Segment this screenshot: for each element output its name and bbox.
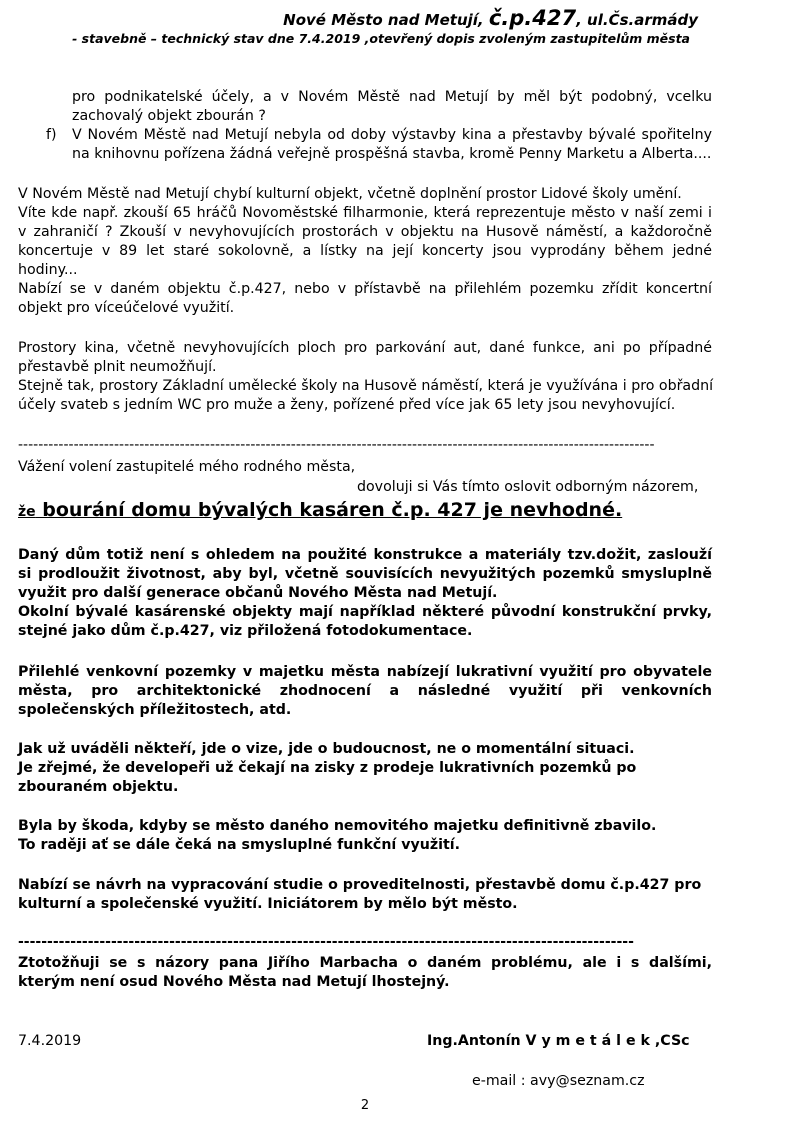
salutation: Vážení volení zastupitelé mého rodného města,: [18, 459, 356, 475]
paragraph-1-line: koncertuje v 89 let staré sokolovně, a lístky na její koncerty jsou vyprodány během jedné: [18, 243, 712, 259]
header-title-cp: č.p.427: [488, 6, 577, 30]
paragraph-1-line: hodiny...: [18, 262, 78, 278]
heading-text: bourání domu bývalých kasáren č.p. 427 je nevhodné.: [35, 499, 623, 521]
list-continuation-line: pro podnikatelské účely, a v Novém Městě nad Metují by měl být podobný, vcelku: [72, 89, 712, 105]
paragraph-1-line: Víte kde např. zkouší 65 hráčů Novoměstské filharmonie, která reprezentuje město v naší zemi i: [18, 205, 712, 221]
page-number: 2: [360, 1098, 370, 1113]
bold-block-3-line: Je zřejmé, že developeři už čekají na zisky z prodeje lukrativních pozemků po: [18, 760, 637, 776]
bold-block-1-line: stejné jako dům č.p.427, viz přiložená fotodokumentace.: [18, 623, 473, 639]
salutation-continuation: dovoluji si Vás tímto oslovit odborným názorem,: [357, 479, 699, 495]
bold-block-2-line: města, pro architektonické zhodnocení a následné využití při venkovních: [18, 683, 712, 699]
main-heading: [18, 499, 622, 521]
bold-block-2-line: společenských příležitostech, atd.: [18, 702, 292, 718]
paragraph-2-line: účely svateb s jedním WC pro muže a ženy, pořízené před více jak 65 lety jsou nevyhovující.: [18, 397, 676, 413]
bold-block-1-line: Okolní bývalé kasárenské objekty mají například některé původní konstrukční prvky,: [18, 604, 712, 620]
header-title-suffix: , ul.Čs.armády: [576, 11, 698, 29]
paragraph-1-line: objekt pro víceúčelové využití.: [18, 300, 235, 316]
bold-block-4-line: Byla by škoda, kdyby se město daného nemovitého majetku definitivně zbavilo.: [18, 818, 657, 834]
separator-line-2: ----------------------------------------------------------------------------------------------------------: [18, 934, 634, 950]
bold-block-2-line: Přilehlé venkovní pozemky v majetku města nabízejí lukrativní využití pro obyvatele: [18, 664, 712, 680]
list-continuation-line: zachovalý objekt zbourán ?: [72, 108, 266, 124]
footer-signature: Ing.Antonín V y m e t á l e k ,CSc: [427, 1033, 690, 1049]
paragraph-1-line: V Novém Městě nad Metují chybí kulturní objekt, včetně doplnění prostor Lidové školy umění.: [18, 186, 682, 202]
document-header-title: [0, 6, 698, 30]
paragraph-2-line: přestavbě plnit neumožňují.: [18, 359, 217, 375]
list-item-f-line: na knihovnu pořízena žádná veřejně prospěšná stavba, kromě Penny Marketu a Alberta....: [72, 146, 712, 162]
list-item-f-line: V Novém Městě nad Metují nebyla od doby výstavby kina a přestavby bývalé spořitelny: [72, 127, 712, 143]
paragraph-2-line: Prostory kina, včetně nevyhovujících ploch pro parkování aut, dané funkce, ani po případné: [18, 340, 712, 356]
bold-block-6-line: Ztotožňuji se s názory pana Jiřího Marbacha o daném problému, ale i s dalšími,: [18, 955, 712, 971]
bold-block-1-line: Daný dům totiž není s ohledem na použité konstrukce a materiály tzv.dožit, zaslouží: [18, 547, 712, 563]
footer-date: 7.4.2019: [18, 1033, 82, 1049]
heading-prefix: že: [18, 504, 36, 520]
header-title-prefix: Nové Město nad Metují,: [283, 11, 484, 29]
list-marker-f: f): [46, 127, 57, 143]
bold-block-4-line: To raději ať se dále čeká na smysluplné funkční využití.: [18, 837, 460, 853]
bold-block-3-line: Jak už uváděli někteří, jde o vize, jde o budoucnost, ne o momentální situaci.: [18, 741, 635, 757]
bold-block-1-line: si prodloužit životnost, aby byl, včetně souvisících nevyužitých pozemků smysluplně: [18, 566, 712, 582]
paragraph-1-line: v zahraničí ? Zkouší v nevyhovujících prostorách v objektu na Husově náměstí, a každoročně: [18, 224, 712, 240]
paragraph-1-line: Nabízí se v daném objektu č.p.427, nebo v přístavbě na přilehlém pozemku zřídit koncertní: [18, 281, 712, 297]
separator-line: ------------------------------------------------------------------------------------------------------------------------------: [18, 437, 655, 453]
bold-block-5-line: Nabízí se návrh na vypracování studie o proveditelnosti, přestavbě domu č.p.427 pro: [18, 877, 702, 893]
bold-block-1-line: využit pro další generace občanů Nového Města nad Metují.: [18, 585, 498, 601]
bold-block-5-line: kulturní a společenské využití. Iniciátorem by mělo být město.: [18, 896, 518, 912]
footer-email: e-mail : avy@seznam.cz: [472, 1073, 645, 1089]
bold-block-3-line: zbouraném objektu.: [18, 779, 179, 795]
bold-block-6-line: kterým není osud Nového Města nad Metují lhostejný.: [18, 974, 450, 990]
document-header-subtitle: - stavebně – technický stav dne 7.4.2019 ,otevřený dopis zvoleným zastupitelům města: [72, 31, 690, 46]
paragraph-2-line: Stejně tak, prostory Základní umělecké školy na Husově náměstí, která je využívána i pro obřadní: [18, 378, 714, 394]
